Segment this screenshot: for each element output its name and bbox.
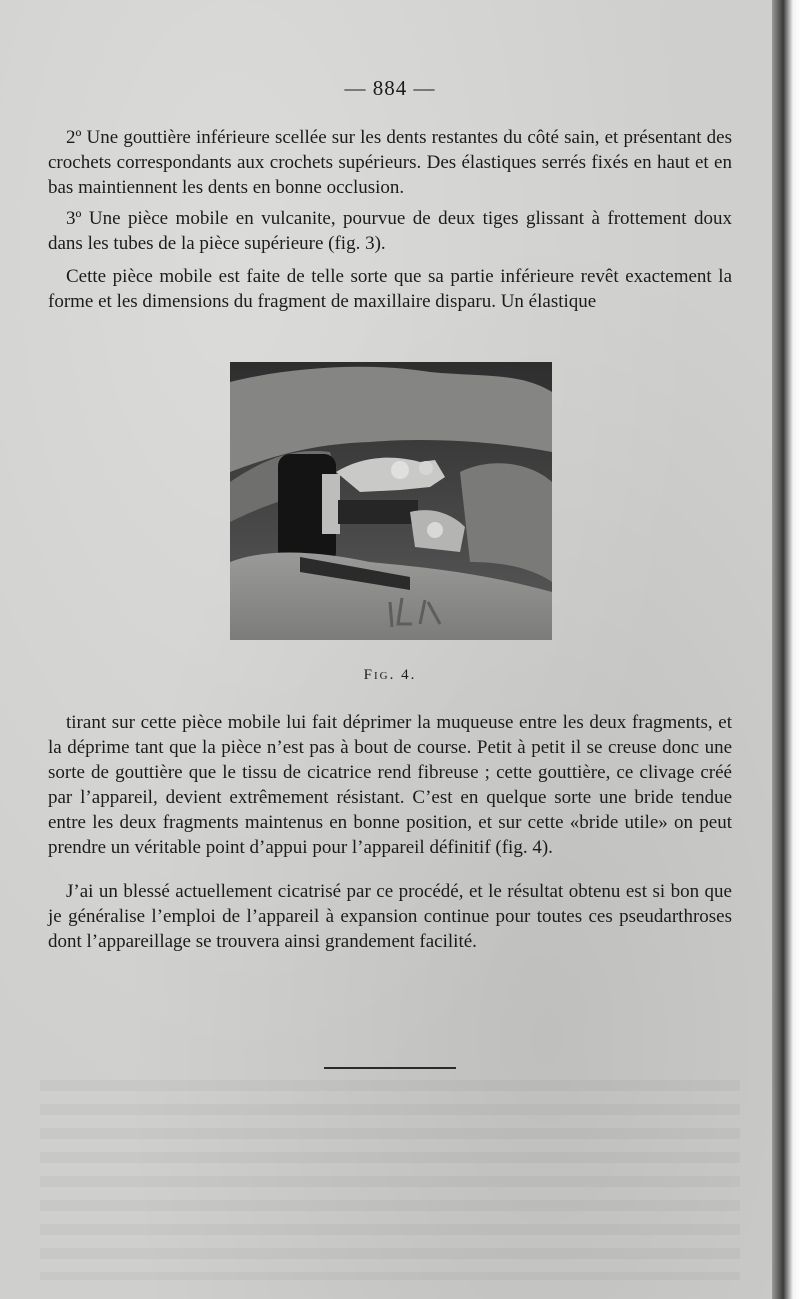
dental-appliance-photo xyxy=(230,362,552,640)
paragraph-3: 3º Une pièce mobile en vulcanite, pourvue de deux tiges glissant à frottement doux dans les tubes de la pièce supérieure (fig. 3). xyxy=(48,208,732,254)
figure-caption: Fig. 4. xyxy=(363,667,417,683)
paragraph-mobile-piece: Cette pièce mobile est faite de telle sorte que sa partie inférieure revêt exactement la forme et les dimensions du fragment de maxillaire disparu. Un élastique xyxy=(48,266,732,312)
page-edge-shadow xyxy=(772,0,800,1299)
section-divider xyxy=(324,1067,456,1069)
figure-4-photograph xyxy=(230,362,552,640)
paragraph-2: 2º Une gouttière inférieure scellée sur les dents restantes du côté sain, et présentant des crochets correspondants aux crochets supérieurs. Des élastiques serrés fixés en haut et en bas maintiennent les dents en bonne occlusion. xyxy=(48,127,732,198)
page-number: — 884 — xyxy=(344,76,436,100)
paragraph-continuation: tirant sur cette pièce mobile lui fait déprimer la muqueuse entre les deux fragments, et la déprime tant que la pièce n’est pas à bout de course. Petit à petit il se creuse donc une sorte de gouttière que le tissu de cicatrice rend fibreuse ; cette gouttière, ce clivage créé par l’appareil, devient extrêmement résistant. C’est en quelque sorte une bride tendue entre les deux fragments maintenus en bonne position, et sur cette «bride utile» on peut prendre un véritable point d’appui pour l’appareil définitif (fig. 4). xyxy=(48,712,732,858)
bleed-through-text xyxy=(40,1080,740,1280)
paragraph-conclusion: J’ai un blessé actuellement cicatrisé par ce procédé, et le résultat obtenu est si bon que je généralise l’emploi de l’appareil à expansion continue pour toutes ces pseudarthroses dont l’appareillage se trouvera ainsi grandement facilité. xyxy=(48,881,732,952)
